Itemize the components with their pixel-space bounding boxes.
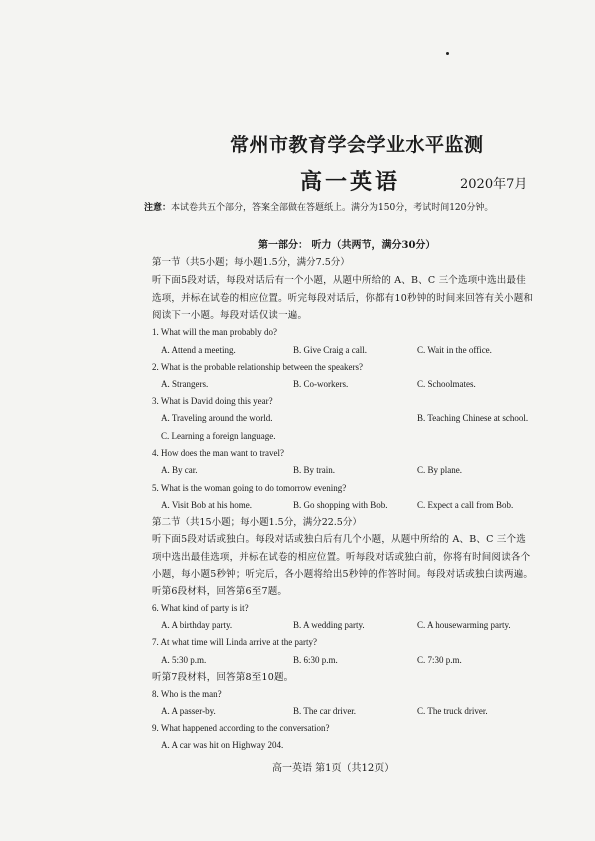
q3-option-c: C. Learning a foreign language. bbox=[161, 431, 276, 441]
question-9: 9. What happened according to the conversation? bbox=[152, 723, 330, 733]
exam-notice bbox=[144, 204, 493, 213]
q7-option-c: C. 7:30 p.m. bbox=[417, 655, 462, 665]
material-7-heading: 听第7段材料，回答第8至10题。 bbox=[152, 672, 294, 683]
section1-directions-line3: 阅读下一小题。每段对话仅读一遍。 bbox=[152, 310, 308, 321]
q2-option-b: B. Co-workers. bbox=[293, 379, 349, 389]
q5-option-c: C. Expect a call from Bob. bbox=[417, 500, 514, 510]
q5-option-b: B. Go shopping with Bob. bbox=[293, 500, 388, 510]
q8-option-a: A. A passer-by. bbox=[161, 706, 216, 716]
question-1: 1. What will the man probably do? bbox=[152, 327, 278, 337]
question-6: 6. What kind of party is it? bbox=[152, 603, 249, 613]
q8-option-b: B. The car driver. bbox=[293, 706, 357, 716]
q4-option-c: C. By plane. bbox=[417, 465, 462, 475]
q7-option-a: A. 5:30 p.m. bbox=[161, 655, 207, 665]
question-4: 4. How does the man want to travel? bbox=[152, 448, 284, 458]
q8-option-c: C. The truck driver. bbox=[417, 706, 488, 716]
q3-option-a: A. Traveling around the world. bbox=[161, 413, 273, 423]
q2-option-a: A. Strangers. bbox=[161, 379, 209, 389]
q3-option-b: B. Teaching Chinese at school. bbox=[417, 413, 529, 423]
q6-option-a: A. A birthday party. bbox=[161, 620, 233, 630]
q6-option-c: C. A housewarming party. bbox=[417, 620, 511, 630]
notice-text: 本试卷共五个部分，答案全部做在答题纸上。满分为150分，考试时间120分钟。 bbox=[171, 203, 494, 213]
q6-option-b: B. A wedding party. bbox=[293, 620, 365, 630]
q1-option-b: B. Give Craig a call. bbox=[293, 345, 367, 355]
q5-option-a: A. Visit Bob at his home. bbox=[161, 500, 253, 510]
section1-directions-line1: 听下面5段对话，每段对话后有一个小题，从题中所给的 A、B、C 三个选项中选出最佳 bbox=[152, 275, 526, 286]
question-8: 8. Who is the man? bbox=[152, 689, 222, 699]
section2-directions-line3: 小题，每小题5秒钟；听完后，各小题将给出5秒钟的作答时间。每段对话或独白读两遍。 bbox=[152, 569, 534, 580]
section1-title: 第一节（共5小题；每小题1.5分，满分7.5分） bbox=[152, 257, 350, 268]
section2-directions-line1: 听下面5段对话或独白。每段对话或独白后有几个小题，从题中所给的 A、B、C 三个选 bbox=[152, 534, 526, 545]
organization-title: 常州市教育学会学业水平监测 bbox=[230, 134, 484, 156]
subject-title: 高一英语 bbox=[300, 169, 401, 195]
q7-option-b: B. 6:30 p.m. bbox=[293, 655, 338, 665]
exam-date: 2020年7月 bbox=[460, 177, 528, 192]
question-2: 2. What is the probable relationship between the speakers? bbox=[152, 362, 364, 372]
material-6-heading: 听第6段材料，回答第6至7题。 bbox=[152, 586, 288, 597]
q2-option-c: C. Schoolmates. bbox=[417, 379, 476, 389]
question-3: 3. What is David doing this year? bbox=[152, 396, 273, 406]
section2-directions-line2: 项中选出最佳选项，并标在试卷的相应位置。听每段对话或独白前，你将有时间阅读各个 bbox=[152, 552, 531, 563]
question-5: 5. What is the woman going to do tomorrow evening? bbox=[152, 483, 347, 493]
part1-title: 第一部分： 听力（共两节，满分30分） bbox=[258, 240, 436, 251]
q1-option-a: A. Attend a meeting. bbox=[161, 345, 236, 355]
q4-option-a: A. By car. bbox=[161, 465, 198, 475]
page-footer: 高一英语 第1页（共12页） bbox=[272, 763, 395, 774]
section2-title: 第二节（共15小题；每小题1.5分，满分22.5分） bbox=[152, 517, 362, 528]
section1-directions-line2: 选项，并标在试卷的相应位置。听完每段对话后，你都有10秒钟的时间来回答有关小题和 bbox=[152, 293, 534, 304]
question-7: 7. At what time will Linda arrive at the party? bbox=[152, 637, 317, 647]
q4-option-b: B. By train. bbox=[293, 465, 335, 475]
q9-option-a: A. A car was hit on Highway 204. bbox=[161, 740, 284, 750]
q1-option-c: C. Wait in the office. bbox=[417, 345, 492, 355]
notice-label: 注意： bbox=[144, 203, 172, 213]
scan-speck bbox=[446, 52, 449, 55]
